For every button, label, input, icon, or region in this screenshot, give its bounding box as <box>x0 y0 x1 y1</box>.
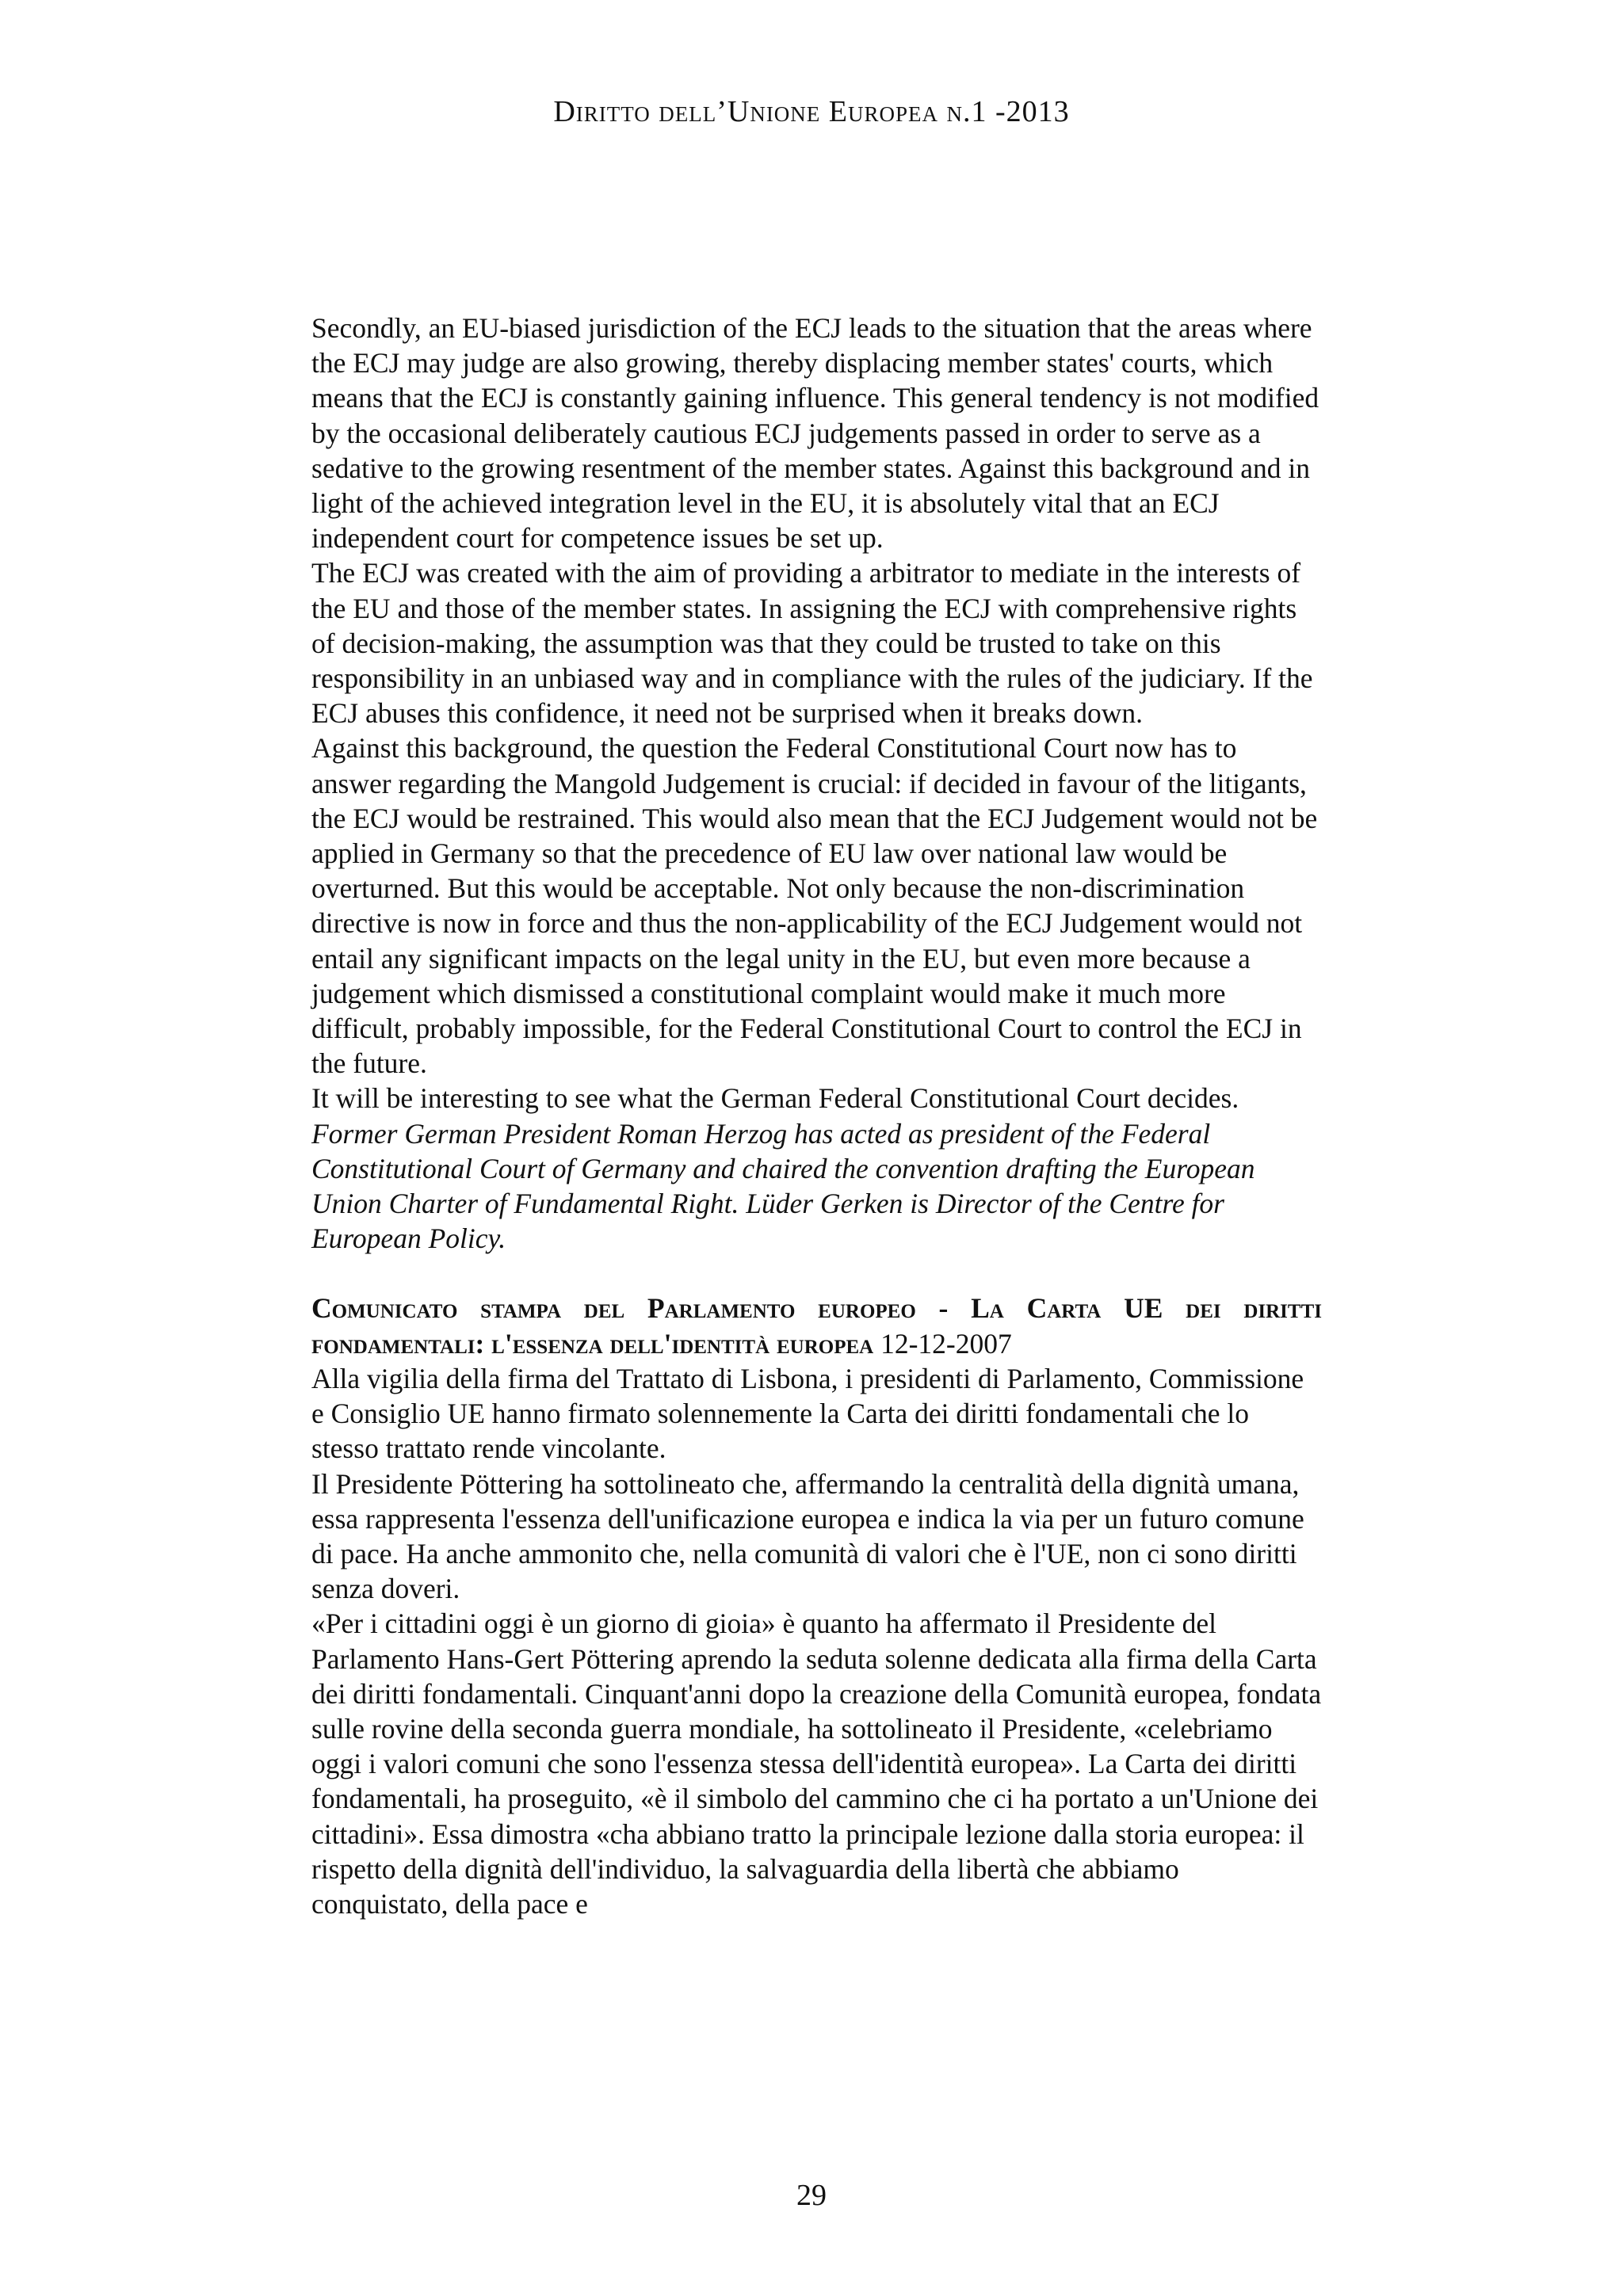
paragraph-conclusion: It will be interesting to see what the German Federal Constitutional Court decides. <box>311 1082 1239 1115</box>
paragraph-ecj-creation: The ECJ was created with the aim of providing a arbitrator to mediate in the interests of the EU and those of the member states. In assigning the ECJ with comprehensive rights of decision-making, the assumption was that they could be trusted to take on this responsibility in an unbiased way and in compliance with the rules of the judiciary. If the ECJ abuses this confidence, it need not be surprised when it breaks down. <box>311 557 1313 730</box>
section-paragraph-lisbon: Alla vigilia della firma del Trattato di Lisbona, i presidenti di Parlamento, Commissione e Consiglio UE hanno firmato solennemente la Carta dei diritti fondamentali che lo stesso trattato rende vincolante. <box>311 1362 1304 1465</box>
section-date: 12-12-2007 <box>880 1327 1012 1360</box>
page-body <box>311 311 1322 1921</box>
author-note: Former German President Roman Herzog has acted as president of the Federal Constitutional Court of Germany and chaired the convention drafting the European Union Charter of Fundamental Right. Lüder Gerken is Director of the Centre for European Policy. <box>311 1117 1255 1255</box>
page-number: 29 <box>796 2179 827 2212</box>
section-spacer <box>311 1256 1322 1291</box>
running-header: Diritto dell’Unione Europea n.1 -2013 <box>553 95 1070 128</box>
section-paragraph-pottering: Il Presidente Pöttering ha sottolineato che, affermando la centralità della dignità umana, essa rappresenta l'essenza dell'unificazione europea e indica la via per un futuro comune di pace. Ha anche ammonito che, nella comunità di valori che è l'UE, non ci sono diritti senza doveri. <box>311 1467 1304 1605</box>
paragraph-mangold-judgement: Against this background, the question the Federal Constitutional Court now has to answer regarding the Mangold Judgement is crucial: if decided in favour of the litigants, the ECJ would be restrained. This would also mean that the ECJ Judgement would not be applied in Germany so that the precedence of EU law over national law would be overturned. But this would be acceptable. Not only because the non-discrimination directive is now in force and thus the non-applicability of the ECJ Judgement would not entail any significant impacts on the legal unity in the EU, but even more because a judgement which dismissed a constitutional complaint would make it much more difficult, probably impossible, for the Federal Constitutional Court to control the ECJ in the future. <box>311 732 1318 1080</box>
paragraph-ecj-jurisdiction: Secondly, an EU-biased jurisdiction of the ECJ leads to the situation that the areas where the ECJ may judge are also growing, thereby displacing member states' courts, which means that the ECJ is constantly gaining influence. This general tendency is not modified by the occasional deliberately cautious ECJ judgements passed in order to serve as a sedative to the growing resentment of the member states. Against this background and in light of the achieved integration level in the EU, it is absolutely vital that an ECJ independent court for competence issues be set up. <box>311 312 1319 555</box>
section-heading-title: Comunicato stampa del Parlamento europeo - La Carta UE dei diritti fondamentali: l'essenza dell'identità europea <box>311 1292 1322 1360</box>
section-paragraph-quote: «Per i cittadini oggi è un giorno di gioia» è quanto ha affermato il Presidente del Parlamento Hans-Gert Pöttering aprendo la seduta solenne dedicata alla firma della Carta dei diritti fondamentali. Cinquant'anni dopo la creazione della Comunità europea, fondata sulle rovine della seconda guerra mondiale, ha sottolineato il Presidente, «celebriamo oggi i valori comuni che sono l'essenza stessa dell'identità europea». La Carta dei diritti fondamentali, ha proseguito, «è il simbolo del cammino che ci ha portato a un'Unione dei cittadini». Essa dimostra «cha abbiano tratto la principale lezione dalla storia europea: il rispetto della dignità dell'individuo, la salvaguardia della libertà che abbiamo conquistato, della pace e <box>311 1608 1322 1920</box>
section-heading <box>311 1291 1322 1360</box>
